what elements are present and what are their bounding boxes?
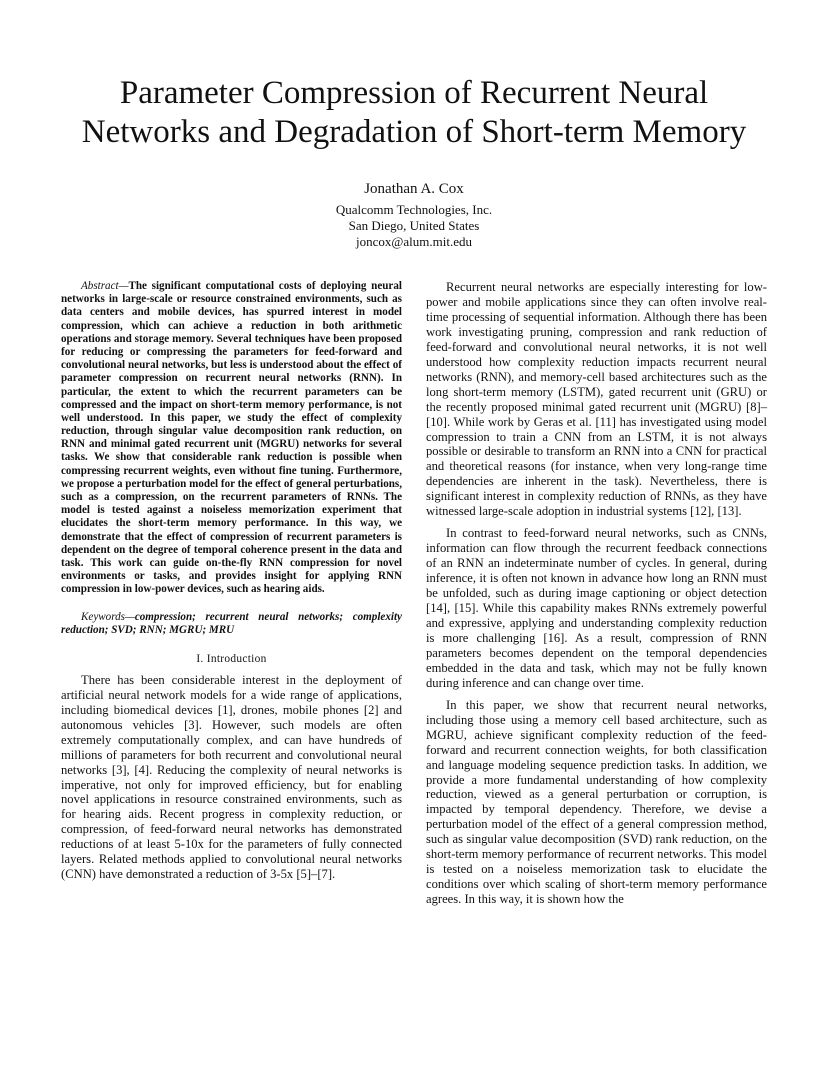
author-name: Jonathan A. Cox [364, 181, 464, 197]
author-email: joncox@alum.mit.edu [356, 234, 472, 249]
author-block [214, 180, 614, 250]
intro-paragraph-4: In this paper, we show that recurrent neural networks, including those using a memory cell based architecture, such as MGRU, achieve significant complexity reduction of the feed-forward and recurrent connection weights, for both classification and language modeling sequence prediction tasks. In addition, we provide a more fundamental understanding of how complexity reduction, viewed as a general perturbation or corruption, is impacted by temporal dependency. Therefore, we devise a perturbation model of the effect of a general compression method, such as singular value decomposition (SVD) rank reduction, on the short-term memory performance of recurrent networks. This model is tested on a noiseless memorization task to elucidate the conditions over which scaling of short-term memory performance agrees. In this way, it is shown how the [426, 697, 767, 907]
title-line-1: Parameter Compression of Recurrent Neural [119, 75, 709, 111]
abstract [61, 280, 402, 597]
left-column [61, 280, 402, 882]
intro-paragraph-2: Recurrent neural networks are especially interesting for low-power and mobile applications since they can often involve real-time processing of sequential information. Although there has been work investigating pruning, compression and rank reduction of feed-forward and convolutional neural networks, it is not well understood how complexity reduction impacts recurrent neural networks (RNN), and memory-cell based architectures such as the long short-term memory (LSTM), gated recurrent unit (GRU) or the recently proposed minimal gated recurrent unit (MGRU) [8]–[10]. While work by Geras et al. [11] has investigated using model compression to train a CNN from an LSTM, it is not always possible or desirable to transform an RNN into a CNN for practical and theoretical reasons (for instance, when very long-range time dependencies are inherent in the task). Nevertheless, there is significant interest in complexity reduction of RNNs, as they have witnessed large-scale adoption in industrial systems [12], [13]. [426, 280, 767, 519]
right-column [426, 280, 767, 907]
paper-title [60, 74, 768, 152]
section-heading-introduction: I. Introduction [196, 652, 267, 665]
intro-paragraph-3: In contrast to feed-forward neural networks, such as CNNs, information can flow through the recurrent feedback connections of an RNN an indeterminate number of cycles. In general, during inference, it is often not known in advance how long an RNN must be unfolded, such as during image captioning or object detection [14], [15]. While this capability makes RNNs extremely powerful and expressive, applying and understanding complexity reduction is more challenging [16]. As a result, compression of RNN parameters becomes dependent on the temporal dependencies embedded in the data and task, which may not be fully known during inference and can change over time. [426, 526, 767, 690]
keywords-text: compression; recurrent neural networks; complexity reduction; SVD; RNN; MGRU; MRU [61, 610, 402, 636]
keywords-label: Keywords— [81, 610, 135, 623]
abstract-label: Abstract— [81, 280, 129, 292]
author-location: San Diego, United States [348, 218, 480, 233]
title-line-2: Networks and Degradation of Short-term Memory [81, 114, 747, 150]
author-affiliation: Qualcomm Technologies, Inc. [335, 202, 493, 217]
intro-paragraph-1: There has been considerable interest in the deployment of artificial neural network models for a wide range of applications, including biomedical devices [1], drones, mobile phones [2] and autonomous vehicles [3]. However, such models are often extremely computationally complex, and can have hundreds of millions of parameters for both recurrent and convolutional neural networks [3], [4]. Reducing the complexity of neural networks is imperative, not only for improved efficiency, but for enabling novel applications in resource constrained environments, such as for hearing aids. Recent progress in complexity reduction, or compression, of feed-forward neural networks has demonstrated reductions of at least 5-10x for the parameters of fully connected layers. Related methods applied to convolutional neural networks (CNN) have demonstrated a reduction of 3-5x [5]–[7]. [61, 672, 402, 882]
keywords [61, 611, 402, 637]
abstract-text: The significant computational costs of deploying neural networks in large-scale or resource constrained environments, such as data centers and mobile devices, has spurred interest in model compression, which can achieve a reduction in both arithmetic operations and storage memory. Several techniques have been proposed for reducing or compressing the parameters for feed-forward and convolutional neural networks, but less is understood about the effect of parameter compression on recurrent neural networks (RNN). In particular, the extent to which the recurrent parameters can be compressed and the impact on short-term memory performance, is not well understood. In this paper, we study the effect of complexity reduction, through singular value decomposition rank reduction, on RNN and minimal gated recurrent unit (MGRU) networks for several tasks. We show that considerable rank reduction is possible when compressing recurrent weights, even without fine tuning. Furthermore, we propose a perturbation model for the effect of general perturbations, such as a compression, on the recurrent parameters of RNNs. The model is tested against a noiseless memorization experiment that elucidates the short-term memory performance. In this way, we demonstrate that the effect of compression of recurrent parameters is dependent on the degree of temporal coherence present in the data and task. This work can guide on-the-fly RNN compression for novel environments or tasks, and provides insight for applying RNN compression in low-power devices, such as hearing aids. [61, 280, 402, 596]
